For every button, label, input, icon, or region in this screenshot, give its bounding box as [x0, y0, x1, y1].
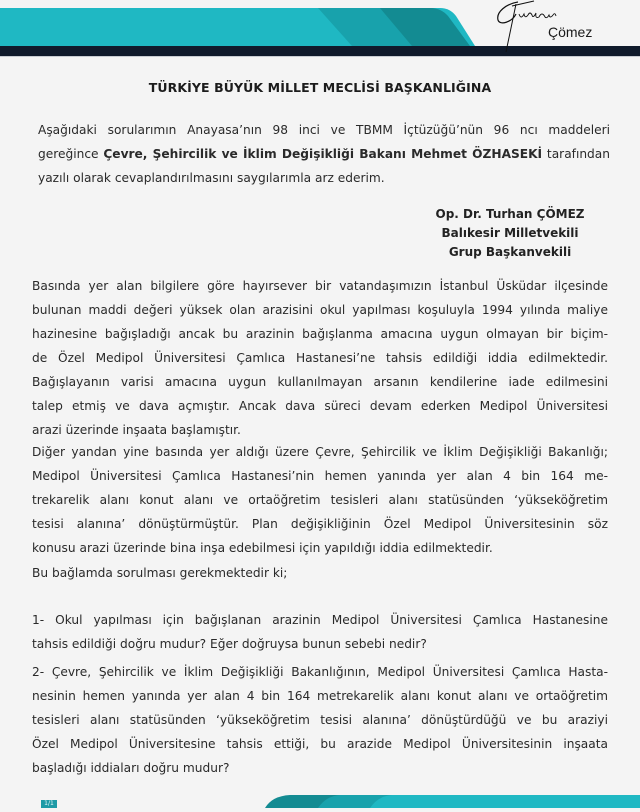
paragraph-line: hazinesine bağışladığı ancak bu arazinin bağışlanma amacına uygun olmayan bir biçim-	[32, 327, 608, 341]
paragraph-line: Bu bağlamda sorulması gerekmektedir ki;	[32, 566, 288, 580]
signature-block	[410, 205, 610, 262]
question-1	[32, 608, 608, 656]
paragraph-line: arazi üzerinde inşaata başlamıştır.	[32, 423, 241, 437]
paragraph-line: tahsis edildiği doğru mudur? Eğer doğruysa bunun sebebi nedir?	[32, 637, 427, 651]
page-title: TÜRKİYE BÜYÜK MİLLET MECLİSİ BAŞKANLIĞINA	[148, 80, 492, 95]
paragraph-line: Bağışlayanın varisi amacına uygun kullanılmayan arsanın kendilerine iade edilmesini	[32, 375, 608, 389]
question-2	[32, 660, 608, 780]
intro-paragraph	[38, 118, 610, 190]
minister-name: Çevre, Şehircilik ve İklim Değişikliği Bakanı Mehmet ÖZHASEKİ	[103, 147, 543, 161]
paragraph-background	[32, 274, 608, 442]
intro-line-bold-subject: gereğince Çevre, Şehircilik ve İklim Değişikliği Bakanı Mehmet ÖZHASEKİ tarafından	[38, 147, 610, 161]
page-indicator: 1/1	[41, 800, 57, 808]
signature-position: Grup Başkanvekili	[448, 245, 572, 259]
paragraph-line: bulunan maddi değeri yüksek olan arazisini okul yapılması koşuluyla 1994 yılında maliye	[32, 303, 608, 317]
paragraph-line: Basında yer alan bilgilere göre hayırsever bir vatandaşımızın İstanbul Üsküdar ilçesinde	[32, 279, 608, 293]
paragraph-ministry-change	[32, 440, 608, 560]
footer-band-light	[370, 795, 640, 808]
paragraph-line: başladığı iddiaları doğru mudur?	[32, 761, 230, 775]
paragraph-line: de Özel Medipol Üniversitesi Çamlıca Hastanesi’ne tahsis edildiği iddia edilmektedir.	[32, 351, 608, 365]
paragraph-line: tesisleri alanı statüsünden ‘yükseköğretim tesisi alanına’ dönüştürdüğü ve bu araziyi	[32, 713, 608, 727]
paragraph-line: 1- Okul yapılması için bağışlanan arazinin Medipol Üniversitesi Çamlıca Hastanesine	[32, 613, 608, 627]
paragraph-line: konusu arazi üzerinde bina inşa edebilmesi için yapıldığı iddia edilmektedir.	[32, 541, 493, 555]
logo-name-text: Çömez	[548, 24, 593, 40]
signature-name: Op. Dr. Turhan ÇÖMEZ	[435, 207, 585, 221]
paragraph-line: 2- Çevre, Şehircilik ve İklim Değişikliği Bakanlığının, Medipol Üniversitesi Çamlıca Hasta-	[32, 665, 608, 679]
intro-line: Aşağıdaki sorularımın Anayasa’nın 98 inci ve TBMM İçtüzüğü’nün 96 ncı maddeleri	[38, 123, 610, 137]
footer-band-graphic	[0, 790, 640, 808]
header-banner	[0, 0, 640, 60]
paragraph-line: Özel Medipol Üniversitesine tahsis ettiği, bu arazide Medipol Üniversitesinin inşaata	[32, 737, 608, 751]
paragraph-line: Medipol Üniversitesi Çamlıca Hastanesi’nin hemen yanında yer alan 4 bin 164 me-	[32, 469, 608, 483]
footer-banner	[0, 790, 640, 808]
intro-line: yazılı olarak cevaplandırılmasını saygılarımla arz ederim.	[38, 171, 385, 185]
paragraph-line: trekarelik alanı konut alanı ve ortaöğretim tesisleri alanı statüsünden ‘yükseköğretim	[32, 493, 608, 507]
paragraph-line: Diğer yandan yine basında yer aldığı üzere Çevre, Şehircilik ve İklim Değişikliği Bakanlığı;	[32, 445, 608, 459]
turhan-comez-logo	[486, 0, 596, 56]
paragraph-line: talep etmiş ve dava açmıştır. Ancak dava süreci devam ederken Medipol Üniversitesi	[32, 399, 608, 413]
paragraph-line: nesinin hemen yanında yer alan 4 bin 164 metrekarelik alanı konut alanı ve ortaöğretim	[32, 689, 608, 703]
paragraph-line: tesisi alanına’ dönüştürmüştür. Plan değişikliğinin Özel Medipol Üniversitesinin söz	[32, 517, 608, 531]
paragraph-question-intro	[32, 561, 608, 585]
signature-role: Balıkesir Milletvekili	[441, 226, 579, 240]
